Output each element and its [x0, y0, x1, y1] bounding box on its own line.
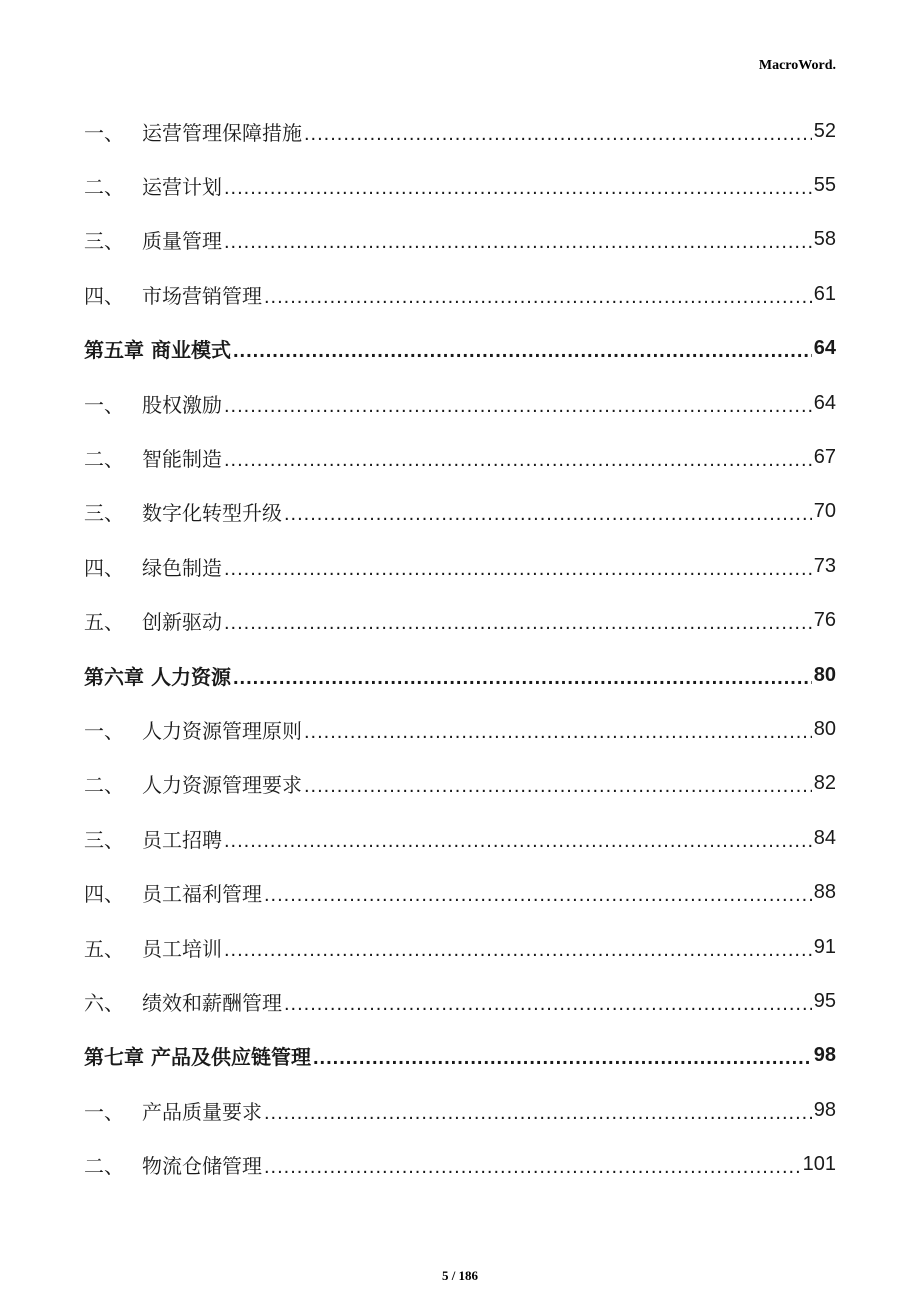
toc-entry-number: 三、	[84, 501, 124, 526]
toc-entry-page: 80	[813, 717, 836, 740]
toc-section-entry[interactable]	[84, 974, 836, 1028]
toc-entry-page: 64	[813, 337, 836, 360]
header-brand: MacroWord.	[758, 58, 836, 73]
toc-entry-title: 第五章 商业模式	[84, 338, 231, 363]
toc-dot-leader	[264, 1156, 801, 1179]
toc-entry-title: 质量管理	[142, 229, 222, 254]
toc-entry-title: 员工招聘	[142, 827, 222, 852]
toc-section-entry[interactable]	[84, 485, 836, 539]
toc-entry-number: 二、	[84, 773, 124, 798]
toc-dot-leader	[233, 340, 812, 363]
toc-dot-leader	[304, 123, 812, 146]
toc-section-entry[interactable]	[84, 158, 836, 212]
toc-dot-leader	[304, 721, 812, 744]
toc-entry-number: 一、	[84, 392, 124, 417]
toc-dot-leader	[224, 449, 812, 472]
toc-entry-title: 股权激励	[142, 392, 222, 417]
toc-entry-number: 五、	[84, 610, 124, 635]
toc-entry-page: 80	[813, 663, 836, 686]
toc-entry-page: 84	[813, 826, 836, 849]
toc-dot-leader	[264, 1102, 812, 1125]
toc-section-entry[interactable]	[84, 267, 836, 321]
toc-chapter-entry[interactable]	[84, 1029, 836, 1083]
toc-chapter-entry[interactable]	[84, 648, 836, 702]
toc-entry-number: 二、	[84, 447, 124, 472]
toc-section-entry[interactable]	[84, 920, 836, 974]
toc-entry-number: 二、	[84, 1154, 124, 1179]
toc-entry-number: 一、	[84, 1099, 124, 1124]
toc-entry-page: 67	[813, 446, 836, 469]
toc-entry-page: 73	[813, 554, 836, 577]
toc-dot-leader	[224, 939, 812, 962]
toc-dot-leader	[313, 1047, 812, 1070]
toc-entry-page: 70	[813, 500, 836, 523]
toc-entry-number: 四、	[84, 283, 124, 308]
toc-dot-leader	[224, 830, 812, 853]
toc-entry-title: 第六章 人力资源	[84, 664, 231, 689]
toc-section-entry[interactable]	[84, 594, 836, 648]
toc-entry-title: 市场营销管理	[142, 283, 262, 308]
toc-entry-title: 人力资源管理原则	[142, 718, 302, 743]
toc-entry-page: 88	[813, 881, 836, 904]
toc-entry-number: 五、	[84, 936, 124, 961]
toc-entry-page: 58	[813, 228, 836, 251]
page-indicator: 5 / 186	[441, 1268, 479, 1283]
toc-section-entry[interactable]	[84, 865, 836, 919]
toc-entry-number: 三、	[84, 229, 124, 254]
toc-chapter-entry[interactable]	[84, 322, 836, 376]
toc-section-entry[interactable]	[84, 811, 836, 865]
toc-entry-title: 员工培训	[142, 936, 222, 961]
toc-entry-page: 55	[813, 174, 836, 197]
toc-entry-page: 98	[813, 1044, 836, 1067]
toc-section-entry[interactable]	[84, 104, 836, 158]
toc-entry-number: 四、	[84, 555, 124, 580]
toc-entry-page: 52	[813, 119, 836, 142]
toc-section-entry[interactable]	[84, 702, 836, 756]
toc-entry-number: 四、	[84, 882, 124, 907]
toc-entry-title: 绿色制造	[142, 555, 222, 580]
toc-entry-page: 61	[813, 282, 836, 305]
toc-entry-title: 人力资源管理要求	[142, 773, 302, 798]
toc-dot-leader	[224, 395, 812, 418]
toc-section-entry[interactable]	[84, 1137, 836, 1191]
toc-dot-leader	[224, 558, 812, 581]
toc-dot-leader	[284, 503, 812, 526]
toc-dot-leader	[224, 231, 812, 254]
toc-entry-title: 绩效和薪酬管理	[142, 990, 282, 1015]
toc-section-entry[interactable]	[84, 376, 836, 430]
toc-entry-page: 76	[813, 609, 836, 632]
toc-entry-page: 101	[802, 1153, 836, 1176]
toc-dot-leader	[264, 884, 812, 907]
toc-section-entry[interactable]	[84, 757, 836, 811]
toc-entry-page: 64	[813, 391, 836, 414]
toc-entry-title: 运营计划	[142, 175, 222, 200]
toc-entry-number: 一、	[84, 120, 124, 145]
toc-entry-title: 第七章 产品及供应链管理	[84, 1045, 311, 1070]
toc-section-entry[interactable]	[84, 213, 836, 267]
toc-entry-number: 六、	[84, 990, 124, 1015]
toc-entry-title: 智能制造	[142, 447, 222, 472]
toc-entry-title: 员工福利管理	[142, 882, 262, 907]
toc-entry-number: 一、	[84, 718, 124, 743]
toc-entry-page: 98	[813, 1098, 836, 1121]
toc-entry-title: 产品质量要求	[142, 1099, 262, 1124]
toc-dot-leader	[264, 286, 812, 309]
toc-section-entry[interactable]	[84, 539, 836, 593]
toc-entry-page: 91	[813, 935, 836, 958]
toc-dot-leader	[233, 667, 812, 690]
toc-entry-title: 数字化转型升级	[142, 501, 282, 526]
toc-entry-page: 82	[813, 772, 836, 795]
toc-dot-leader	[304, 775, 812, 798]
toc-dot-leader	[284, 993, 812, 1016]
toc-dot-leader	[224, 612, 812, 635]
toc-entry-page: 95	[813, 989, 836, 1012]
toc-entry-title: 运营管理保障措施	[142, 120, 302, 145]
table-of-contents	[84, 104, 836, 1192]
toc-entry-number: 二、	[84, 175, 124, 200]
toc-entry-title: 物流仓储管理	[142, 1154, 262, 1179]
toc-section-entry[interactable]	[84, 430, 836, 484]
toc-entry-number: 三、	[84, 827, 124, 852]
toc-section-entry[interactable]	[84, 1083, 836, 1137]
toc-dot-leader	[224, 177, 812, 200]
toc-entry-title: 创新驱动	[142, 610, 222, 635]
